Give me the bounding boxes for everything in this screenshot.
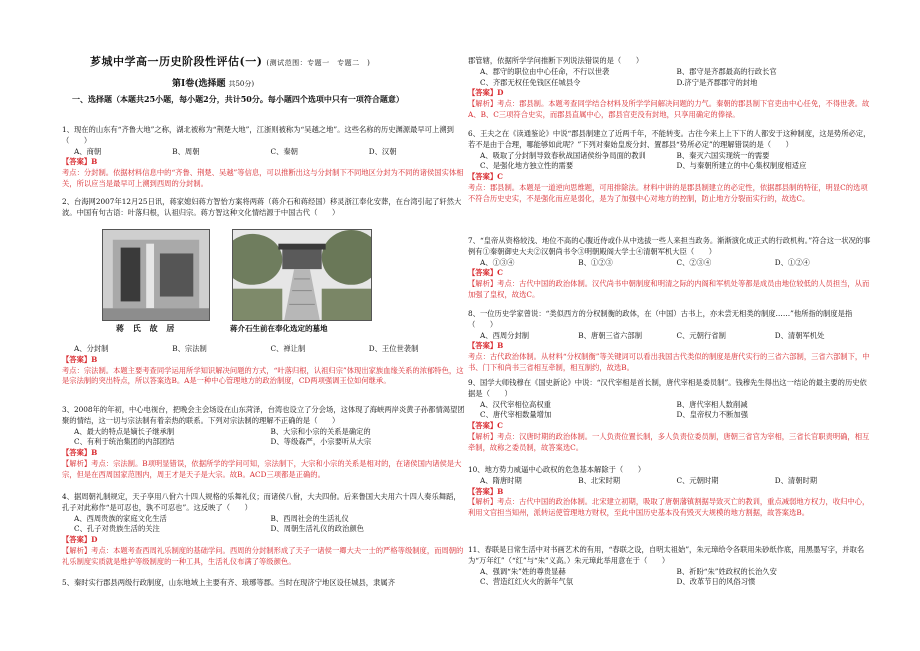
option-d: D、皇帝权力不断加强: [676, 410, 749, 420]
explanation: 【解析】考点：郡县制。本题考查同学结合材料及所学学问解决问题的力气。秦朝的郡县制下官吏由中心任免，不得世袭。故A、B、C三项符合史实，而郡县直属中心，郡县官吏没有封地，只享用确定的俸禄。: [468, 99, 870, 119]
explanation: 考点：宗法制。本题主要考查同学运用所学知识解决问题的方式，“叶落归根，认祖归宗”体现出家族血缘关系的浓郁特色，这是宗法制的突出特点，所以答案选B。A是一种中心管理地方的政治制度，CD两项强调王位如何继承。: [62, 365, 464, 386]
question-7: [468, 236, 873, 301]
option-c: C、秦朝: [270, 146, 298, 156]
option-d: D、①②④: [774, 257, 810, 267]
question-text: 1、现在的山东有“齐鲁大地”之称，湖北被称为“荆楚大地”，江浙则被称为“吴越之地”。这些名称的历史渊源最早可上溯到（ ）: [62, 125, 454, 145]
option-b: B、郡守是齐郡最高的行政长官: [676, 66, 777, 76]
question-options: [468, 258, 873, 269]
option-a: A、汉代宰相位高权重: [480, 399, 551, 409]
option-c: C、营造红红火火的新年气氛: [480, 577, 574, 587]
answer: 【答案】B: [62, 354, 98, 364]
option-c: C、孔子对贵族生活的关注: [74, 524, 160, 534]
answer: 【答案】B: [62, 157, 98, 167]
explanation: 【解析】考点：宗法制。B项明显错误，依据所学的学问可知，宗法制下，大宗和小宗的关系是相对的，在诸侯国内诸侯是大宗，但是在西周国家范围内，周王才是天子是大宗。故B。ACD三项都是正确的。: [62, 458, 462, 479]
option-b: B、宗法制: [172, 344, 207, 353]
answer: 【答案】C: [468, 268, 503, 278]
question-options: [468, 331, 873, 342]
option-b: B、唐朝三省六部制: [578, 330, 642, 340]
option-a: A、商朝: [74, 146, 102, 156]
option-d: D、等级森严，小宗要听从大宗: [270, 437, 372, 447]
left-column: [62, 0, 467, 651]
question-options: [468, 67, 873, 89]
option-b: B、唐代宰相人数削减: [676, 399, 748, 409]
question-4: [62, 492, 467, 568]
question-8: [468, 309, 873, 374]
answer: 【答案】B: [468, 341, 504, 351]
paper-label: [172, 76, 254, 89]
question-text: 5、秦时实行郡县两级行政制度，山东地域上主要有齐、琅琊等郡。当时在现济宁地区设任城县，隶属齐: [62, 578, 395, 587]
option-d: D、汉朝: [368, 146, 397, 156]
question-3: [62, 405, 467, 481]
option-d: D、清朝军机处: [774, 330, 825, 340]
question-5: [62, 578, 467, 589]
question-6: [468, 129, 873, 205]
question-text: 2、台海网2007年12月25日讯，蒋家媳妇蒋方智怡方案将两蒋（蒋介石和蒋经国）移灵浙江奉化安葬，在台湾引起了轩然大波。中国有句古语：叶落归根，认祖归宗。蒋方智这种文化情结源于中国古代（ ）: [62, 197, 462, 217]
paper-label-text: 第Ⅰ卷(选择题: [172, 79, 226, 89]
right-column: [468, 0, 873, 651]
option-b: B、祈盼“朱”姓政权的长治久安: [676, 566, 777, 576]
photo-caption-1: 蒋 氏 故 居: [116, 323, 178, 333]
answer: 【答案】C: [468, 172, 503, 182]
question-options: [62, 427, 467, 449]
question-text: 4、据周朝礼制规定，天子享用八佾六十四人规格的乐舞礼仪；而诸侯八佾，大夫四佾。后来鲁国大夫用六十四人奏乐舞蹈，孔子对此称作“是可忍也，孰不可忍也”。这反映了（ ）: [62, 492, 461, 512]
option-a: A、分封制: [74, 344, 109, 353]
option-b: B、西周社会的生活礼仪: [270, 513, 349, 523]
option-d: D、清朝时期: [774, 475, 818, 485]
exam-title-text: 芗城中学高一历史阶段性评估(一): [90, 55, 263, 68]
option-d: D、改革节日的风俗习惯: [676, 577, 756, 587]
option-a: A、郡守的职位由中心任命，不行以世袭: [480, 66, 610, 76]
jiang-residence-photo: [102, 229, 210, 321]
explanation: 【解析】考点：本题考查西周礼乐制度的基础学问。西周的分封制形成了天子一诸侯一卿大夫一士的严格等级制度，而周朝的礼乐制度实质就是维护等级制度的一种工具，生活礼仪布满了等级颜色。: [62, 545, 464, 566]
question-text: 8、一位历史学家曾说：“类似西方的分权制衡的政体，在（中国）古书上，亦未尝无相类的制度……”他所指的制度是指（ ）: [468, 309, 853, 329]
option-d: D、与秦朝所建立的中心集权制度相适应: [676, 161, 807, 171]
option-d: D、周朝生活礼仪的政治颜色: [270, 524, 364, 534]
paper-score: 共50分): [228, 80, 255, 88]
question-options: [468, 151, 873, 173]
option-a: A、西周贵族的家庭文化生活: [74, 513, 167, 523]
question-11: [468, 545, 873, 588]
question-9: [468, 378, 873, 454]
option-a: A、强调“朱”姓的尊贵显赫: [480, 566, 566, 576]
explanation: 考点：分封制。依据材料信息中的“齐鲁、荆楚、吴越”等信息，可以推断出这与分封制下不同地区分封为不同的诸侯国实体相关，所以应当是最早可上溯到西周的分封制。: [62, 168, 464, 188]
question-1: [62, 125, 467, 190]
answer: 【答案】C: [468, 421, 503, 431]
question-options: [468, 400, 873, 422]
explanation: 【解析】考点：古代中国的政治体制。北宋建立初期，吸取了唐朝藩镇割据导致灭亡的教训，重点减弱地方权力，收归中心，利用文官担当知州，派转运使管理地方财权，至此中国历史基本没有毁灭大规模的地方割据，故答案选B。: [468, 497, 870, 518]
question-options: [62, 514, 467, 536]
exam-scope: (测试范围：专题一 专题二 ): [266, 59, 371, 67]
option-c: C、元朝行省制: [676, 330, 726, 340]
exam-title: [90, 53, 370, 69]
option-d: D、王位世袭制: [368, 344, 419, 353]
option-a: A、吸取了分封制导致春秋战国诸侯纷争局面的教训: [480, 150, 646, 160]
option-b: B、秦灭六国实现统一的需要: [676, 150, 770, 160]
question-text: 9、国学大师钱穆在《国史新论》中说：“汉代宰相是首长制，唐代宰相是委员制”。钱穆先生得出这一结论的最主要的历史依据是（ ）: [468, 378, 867, 398]
option-a: A、最大的特点是嫡长子继承制: [74, 426, 175, 436]
answer: 【答案】B: [468, 486, 504, 496]
section-heading: 一、选择题（本题共25小题，每小题2分，共计50分。每小题四个选项中只有一项符合题意）: [72, 94, 404, 104]
explanation: 考点：郡县制。本题是一道逆向思维题，可用排除法。材料中讲的是郡县制建立的必定性，依据郡县制的特征，明显C的选项不符合历史史实，不是强化而应是弱化，是为了加强中心对地方的控制，防止地方分裂而实行的，故选C。: [468, 182, 868, 203]
option-b: B、北宋时期: [578, 475, 621, 485]
option-c: C、②③④: [676, 257, 712, 267]
option-c: C、齐郡无权任免钱区任城县令: [480, 77, 581, 87]
answer: 【答案】B: [62, 448, 98, 458]
option-c: C、元朝时期: [676, 475, 719, 485]
question-2-options: [62, 344, 467, 387]
option-d: D.济宁是齐郡郡守的封地: [676, 77, 758, 87]
option-a: A、①③④: [480, 257, 515, 267]
question-text: 10、地方势力威逼中心政权的危急基本解除于（ ）: [468, 465, 646, 474]
option-b: B、①②③: [578, 257, 613, 267]
question-options: [62, 147, 467, 158]
option-a: A、隋唐时期: [480, 475, 522, 485]
question-5-continued: [468, 56, 873, 121]
explanation: 考点：古代政治体制。从材料“分权制衡”等关键词可以看出我国古代类似的制度是唐代实行的三省六部制，三省六部制下，中书、门下和尚书三省相互牵制，相互制约，故选B。: [468, 352, 870, 372]
question-options: [468, 567, 873, 589]
option-c: C、有利于统治集团的内部团结: [74, 437, 175, 447]
question-text: 11、春联是日常生活中对书画艺术的有用，“春联之设，自明太祖始”，朱元璋给令各联用朱砂纸作底，用黑墨写字，并取名为“万年红”（“红”与“朱”义高。）朱元璋此举用意在于（ ）: [468, 545, 865, 565]
explanation: 【解析】考点：古代中国的政治体制。汉代尚书中朝制度和明清之际的内阁和军机处等都是成员由地位较低的人员担当，从而加强了皇权，故选C。: [468, 279, 870, 299]
option-b: B、周朝: [172, 146, 200, 156]
question-text: 6、王夫之在《读通鉴论》中说“郡县制建立了近两千年，不能转变。古往今来上上下下的人都安于这种制度，这是势所必定，若不是由于合理，哪能够如此呢？”下列对秦始皇废分封、置郡县“势所必定”的理解错误的是（ ）: [468, 129, 871, 149]
question-options: [468, 476, 873, 487]
question-text: 7、“皇帝从资格较浅、地位不高的心腹近侍或仆从中选拔一些人来担当政务。渐渐演化成正式的行政机构。”符合这一状况的事例有①秦朝御史大夫②汉朝尚书令③明朝殿阁大学士④清朝军机大臣（ ）: [468, 236, 871, 256]
question-2: [62, 197, 467, 219]
explanation: 【解析】考点：汉唐时期的政治体制。一人负责位置长制，多人负责位委员制，唐朝三省官为宰相，三省长官职责明确，相互牵制，故称之委员制，故答案选C。: [468, 431, 870, 452]
answer: 【答案】D: [62, 535, 98, 545]
question-10: [468, 465, 873, 519]
option-c: C、唐代宰相数量增加: [480, 410, 552, 420]
option-c: C、是强化地方独立性的需要: [480, 161, 574, 171]
photo-caption-2: 蒋介石生前在奉化选定的墓地: [230, 324, 328, 333]
option-a: A、西周分封制: [480, 330, 530, 340]
question-options: [62, 344, 467, 355]
answer: 【答案】D: [468, 88, 504, 98]
question-text: 3、2008年的年初，中心电视台，把晚会主会场设在山东菏泽，台湾也设立了分会场，这体现了海峡两岸炎黄子孙都情渴望团聚的情结，这一切与宗法制有着亲热的联系。下列对宗法制的理解不正确的是（ ）: [62, 405, 465, 425]
option-b: B、大宗和小宗的关系是确定的: [270, 426, 371, 436]
photo-group: [102, 229, 352, 337]
tomb-site-photo: [232, 229, 372, 321]
option-c: C、禅让制: [270, 344, 306, 353]
question-text: 郡管辖，依据所学学问推断下列说法错误的是（ ）: [468, 56, 644, 65]
